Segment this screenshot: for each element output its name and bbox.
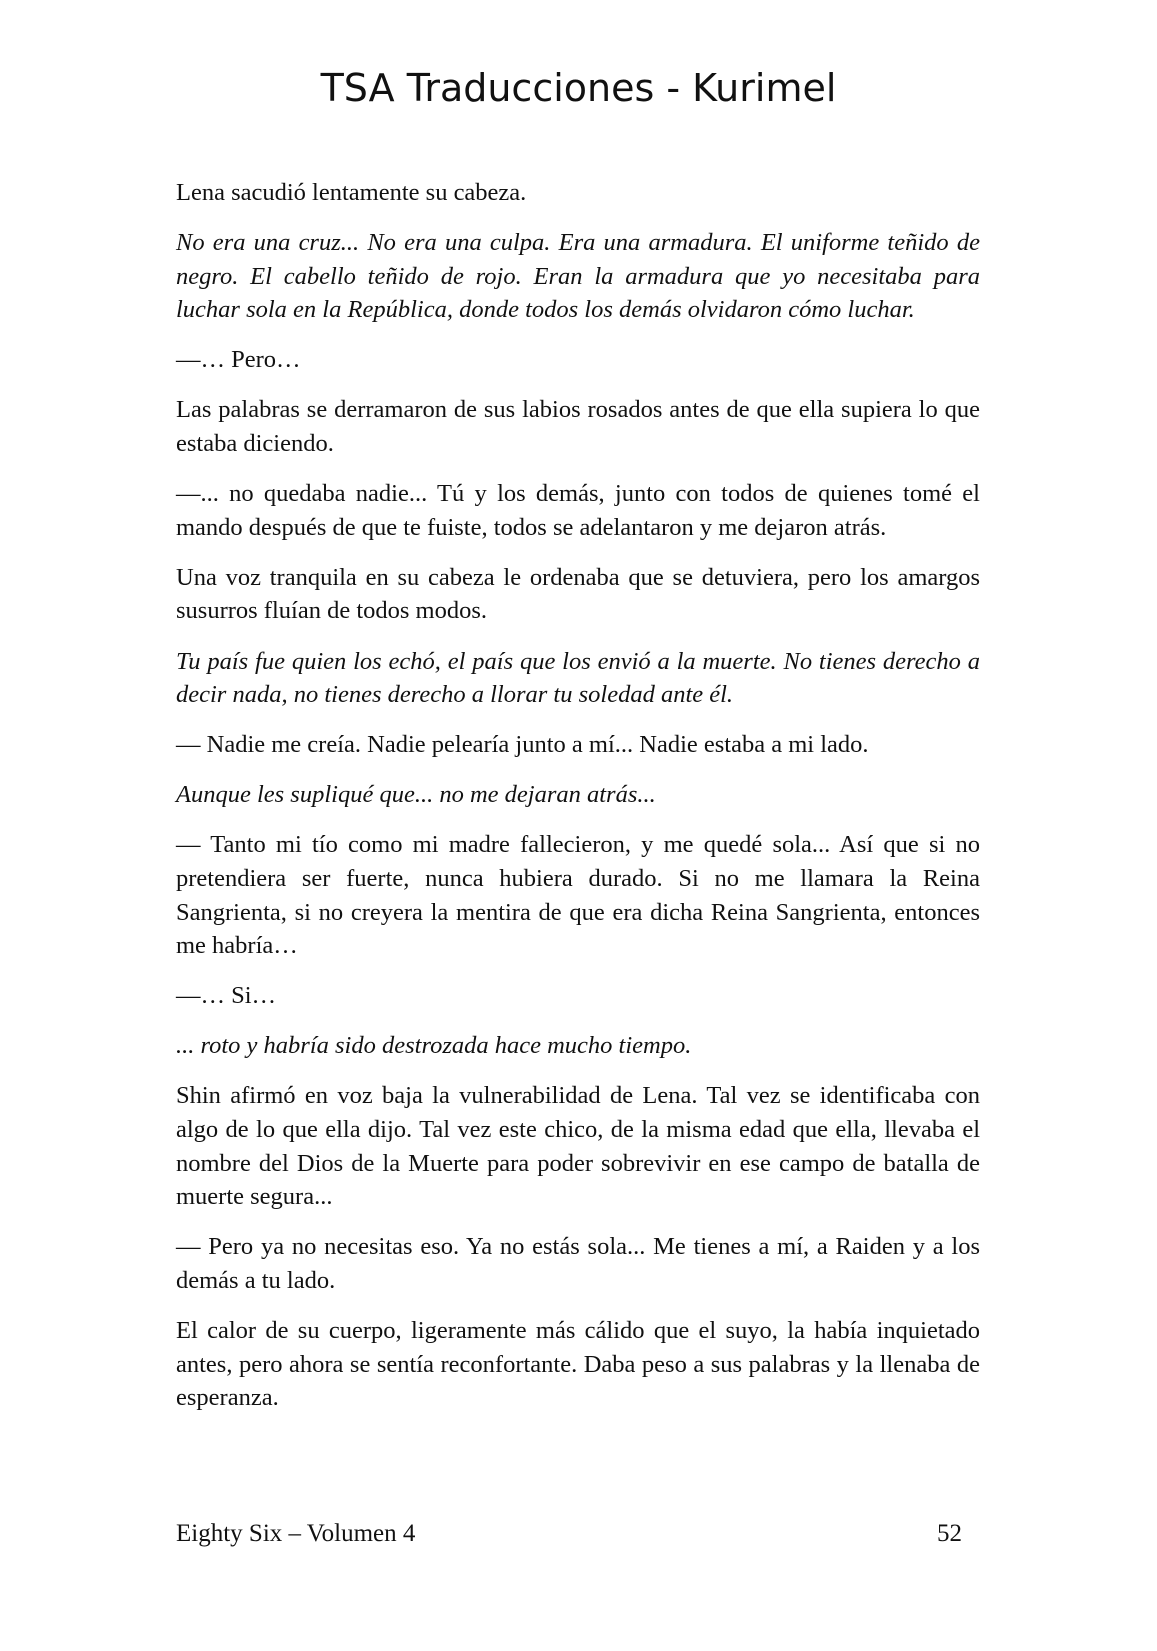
paragraph-italic: Aunque les supliqué que... no me dejaran atrás... <box>176 781 656 809</box>
footer-book-title: Eighty Six – Volumen 4 <box>176 1520 416 1547</box>
paragraph: — Pero ya no necesitas eso. Ya no estás sola... Me tienes a mí, a Raiden y a los demás a tu lado. <box>176 1233 980 1294</box>
paragraph: — Nadie me creía. Nadie pelearía junto a mí... Nadie estaba a mi lado. <box>176 731 869 759</box>
paragraph: El calor de su cuerpo, ligeramente más cálido que el suyo, la había inquietado antes, pero ahora se sentía reconfortante. Daba peso a sus palabras y la llenaba de esperanza. <box>176 1317 980 1412</box>
paragraph-italic: No era una cruz... No era una culpa. Era una armadura. El uniforme teñido de negro. El cabello teñido de rojo. Eran la armadura que yo necesitaba para luchar sola en la República, donde todos los demás olvidaron cómo luchar. <box>176 229 980 324</box>
paragraph: —... no quedaba nadie... Tú y los demás, junto con todos de quienes tomé el mando después de que te fuiste, todos se adelantaron y me dejaron atrás. <box>176 480 980 541</box>
paragraph: Una voz tranquila en su cabeza le ordenaba que se detuviera, pero los amargos susurros fluían de todos modos. <box>176 563 980 625</box>
paragraph: — Tanto mi tío como mi madre fallecieron, y me quedé sola... Así que si no pretendiera ser fuerte, nunca hubiera durado. Si no me llamara la Reina Sangrienta, si no creyera la mentira de que era dicha Reina Sangrienta, entonces me habría… <box>176 831 980 960</box>
paragraph: —… Pero… <box>176 346 301 374</box>
paragraph: Las palabras se derramaron de sus labios rosados antes de que ella supiera lo que estaba diciendo. <box>176 396 980 458</box>
paragraph: Shin afirmó en voz baja la vulnerabilidad de Lena. Tal vez se identificaba con algo de lo que ella dijo. Tal vez este chico, de la misma edad que ella, llevaba el nombre del Dios de la Muerte para poder sobrevivir en ese campo de batalla de muerte segura... <box>176 1082 980 1211</box>
page-header-title: TSA Traducciones - Kurimel <box>320 66 837 110</box>
paragraph: —… Si… <box>176 982 277 1010</box>
paragraph-italic: Tu país fue quien los echó, el país que los envió a la muerte. No tienes derecho a decir nada, no tienes derecho a llorar tu soledad ante él. <box>176 647 980 709</box>
paragraph: Lena sacudió lentamente su cabeza. <box>176 179 527 206</box>
footer-page-number: 52 <box>937 1520 962 1547</box>
paragraph-italic: ... roto y habría sido destrozada hace mucho tiempo. <box>176 1032 692 1060</box>
body-text <box>176 176 980 1431</box>
